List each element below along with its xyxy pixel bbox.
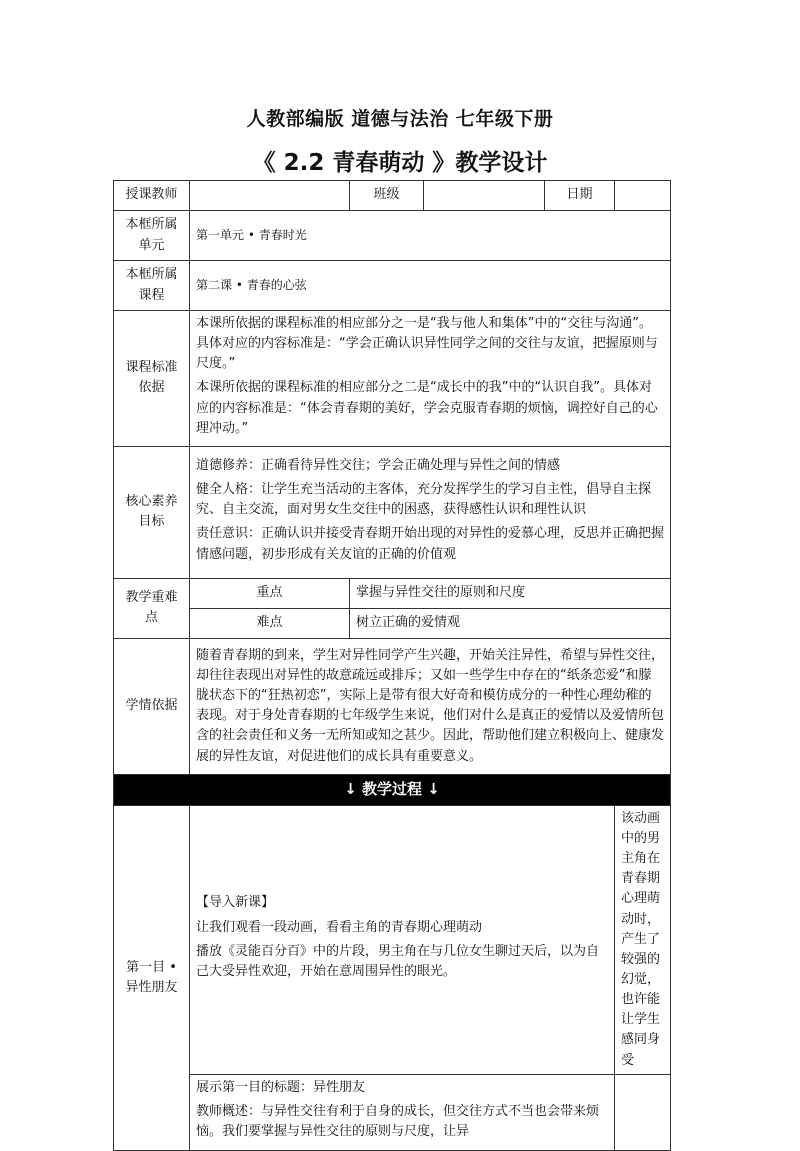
intro-content [190, 805, 615, 1074]
focus-row [114, 578, 671, 608]
situation-label: 学情依据 [114, 638, 190, 774]
literacy-paragraph-3: 责任意识：正确认识并接受青春期开始出现的对异性的爱慕心理，反思并正确把握情感问题，初步形成有关友谊的正确的价值观 [196, 526, 665, 562]
process-show-row [114, 1074, 671, 1150]
show-title: 展示第一目的标题：异性朋友 [196, 1079, 366, 1095]
show-side-note [615, 1074, 671, 1150]
standard-content [190, 311, 671, 447]
focus-value: 掌握与异性交往的原则和尺度 [350, 578, 671, 608]
info-row [114, 181, 671, 211]
course-row [114, 261, 671, 311]
lesson-plan-table [113, 180, 671, 1151]
standard-paragraph-2: 本课所依据的课程标准的相应部分之二是“成长中的我”中的“认识自我”。具体对应的内容标准是：“体会青春期的美好，学会克服青春期的烦恼，调控好自己的心理冲动。” [196, 380, 658, 436]
standard-label: 课程标准依据 [114, 311, 190, 447]
keypoints-label: 教学重难点 [114, 578, 190, 638]
process-banner: ↓ 教学过程 ↓ [114, 774, 671, 805]
situation-row [114, 638, 671, 774]
date-value [615, 181, 671, 211]
standard-paragraph-1: 本课所依据的课程标准的相应部分之一是“我与他人和集体”中的“交往与沟通”。具体对应的内容标准是：“学会正确认识异性同学之间的交往与友谊，把握原则与尺度。” [196, 316, 658, 372]
process-banner-row [114, 774, 671, 805]
course-value: 第二课 • 青春的心弦 [190, 261, 671, 311]
hard-row [114, 608, 671, 638]
section-label: 第一目 • 异性朋友 [114, 805, 190, 1150]
hard-label: 难点 [190, 608, 350, 638]
intro-paragraph-1: 让我们观看一段动画，看看主角的青春期心理萌动 [196, 919, 483, 935]
unit-label: 本框所属单元 [114, 211, 190, 261]
literacy-content [190, 446, 671, 578]
class-label: 班级 [350, 181, 424, 211]
process-intro-row [114, 805, 671, 1074]
focus-label: 重点 [190, 578, 350, 608]
literacy-row [114, 446, 671, 578]
intro-paragraph-2: 播放《灵能百分百》中的片段，男主角在与几位女生聊过天后，以为自己大受异性欢迎，开始在意周围异性的眼光。 [196, 943, 600, 979]
teacher-summary: 教师概述：与异性交往有利于自身的成长，但交往方式不当也会带来烦恼。我们要掌握与异性交往的原则与尺度，让异 [196, 1103, 600, 1139]
side-note: 该动画中的男主角在青春期心理萌动时，产生了较强的幻觉，也许能让学生感同身受 [615, 805, 671, 1074]
course-label: 本框所属课程 [114, 261, 190, 311]
document-title: 《 2.2 青春萌动 》教学设计 [252, 150, 548, 176]
situation-content: 随着青春期的到来，学生对异性同学产生兴趣，开始关注异性，希望与异性交往，却往往表现出对异性的故意疏远或排斥；又如一些学生中存在的“纸条恋爱”和朦胧状态下的“狂热初恋”，实际上是带有很大好奇和模仿成分的一种性心理幼稚的表现。对于身处青春期的七年级学生来说，他们对什么是真正的爱情以及爱情所包含的社会责任和义务一无所知或知之甚少。因此，帮助他们建立积极向上、健康发展的异性友谊，对促进他们的成长具有重要意义。 [190, 638, 671, 774]
literacy-paragraph-2: 健全人格：让学生充当活动的主客体，充分发挥学生的学习自主性，倡导自主探究、自主交流，面对男女生交往中的困惑，获得感性认识和理性认识 [196, 482, 652, 518]
unit-row [114, 211, 671, 261]
teacher-label: 授课教师 [114, 181, 190, 211]
literacy-label: 核心素养目标 [114, 446, 190, 578]
hard-value: 树立正确的爱情观 [350, 608, 671, 638]
show-content [190, 1074, 615, 1150]
intro-tag: 【导入新课】 [196, 895, 275, 911]
teacher-value [190, 181, 350, 211]
unit-value: 第一单元 • 青春时光 [190, 211, 671, 261]
document-subtitle: 人教部编版 道德与法治 七年级下册 [246, 108, 554, 130]
class-value [424, 181, 545, 211]
standard-row [114, 311, 671, 447]
literacy-paragraph-1: 道德修养：正确看待异性交往；学会正确处理与异性之间的情感 [196, 457, 561, 473]
date-label: 日期 [545, 181, 615, 211]
